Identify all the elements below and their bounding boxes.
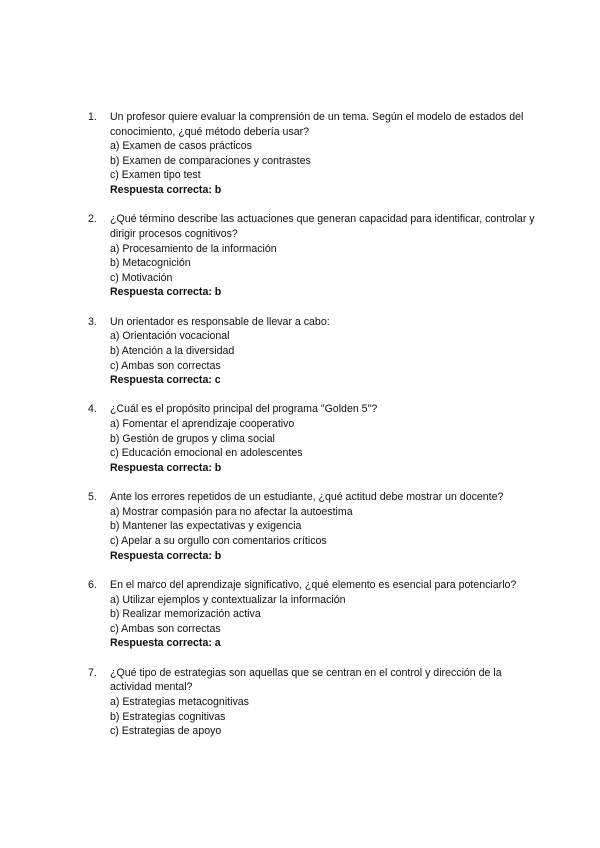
option-a: a) Procesamiento de la información (110, 242, 277, 255)
option-c: c) Ambas son correctas (110, 622, 221, 635)
option-c: c) Ambas son correctas (110, 359, 221, 372)
option-a: a) Orientación vocacional (110, 330, 230, 343)
option-b: b) Mantener las expectativas y exigencia (110, 520, 302, 533)
question-number: 2. (88, 213, 97, 226)
option-list (110, 417, 538, 461)
option-a: a) Estrategias metacognitivas (110, 695, 249, 708)
question-item (88, 315, 538, 388)
correct-answer: Respuesta correcta: b (110, 461, 222, 474)
question-text: Ante los errores repetidos de un estudiante, ¿qué actitud debe mostrar un docente? (110, 491, 504, 504)
option-b: b) Gestión de grupos y clima social (110, 432, 275, 445)
correct-answer: Respuesta correcta: b (110, 183, 222, 196)
option-a: a) Examen de casos prácticos (110, 140, 252, 153)
correct-answer: Respuesta correcta: b (110, 286, 222, 299)
option-b: b) Examen de comparaciones y contrastes (110, 154, 311, 167)
question-text: En el marco del aprendizaje significativo, ¿qué elemento es esencial para potenciarlo? (110, 579, 517, 592)
question-number: 3. (88, 315, 97, 328)
option-c: c) Apelar a su orgullo con comentarios críticos (110, 535, 327, 548)
option-c: c) Estrategias de apoyo (110, 725, 222, 738)
question-item (88, 110, 538, 198)
option-list (110, 695, 538, 739)
option-list (110, 505, 538, 549)
option-list (110, 593, 538, 637)
option-list (110, 329, 538, 373)
option-list (110, 242, 538, 286)
question-number: 6. (88, 579, 97, 592)
option-a: a) Fomentar el aprendizaje cooperativo (110, 418, 295, 431)
option-a: a) Mostrar compasión para no afectar la autoestima (110, 505, 353, 518)
question-item (88, 666, 538, 739)
option-list (110, 139, 538, 183)
correct-answer: Respuesta correcta: c (110, 374, 221, 387)
question-text: Un orientador es responsable de llevar a cabo: (110, 315, 330, 328)
option-b: b) Estrategias cognitivas (110, 710, 226, 723)
option-c: c) Motivación (110, 271, 173, 284)
question-item (88, 212, 538, 300)
option-b: b) Atención a la diversidad (110, 344, 235, 357)
question-number: 1. (88, 111, 97, 123)
question-text: ¿Qué tipo de estrategias son aquellas que se centran en el control y dirección de la actividad mental? (110, 666, 502, 694)
question-item (88, 490, 538, 563)
question-number: 5. (88, 491, 97, 504)
question-number: 4. (88, 403, 97, 416)
correct-answer: Respuesta correcta: b (110, 549, 222, 562)
question-number: 7. (88, 666, 97, 679)
question-text: Un profesor quiere evaluar la comprensión de un tema. Según el modelo de estados del conocimiento, ¿qué método debería usar? (110, 111, 524, 138)
option-c: c) Educación emocional en adolescentes (110, 447, 303, 460)
question-list (88, 110, 538, 754)
question-text: ¿Qué término describe las actuaciones que generan capacidad para identificar, controlar y dirigir procesos cognitivos? (110, 213, 535, 240)
option-a: a) Utilizar ejemplos y contextualizar la información (110, 593, 346, 606)
option-c: c) Examen tipo test (110, 169, 201, 182)
question-text: ¿Cuál es el propósito principal del programa "Golden 5"? (110, 403, 378, 416)
question-item (88, 578, 538, 651)
correct-answer: Respuesta correcta: a (110, 637, 221, 650)
option-b: b) Realizar memorización activa (110, 608, 261, 621)
question-item (88, 402, 538, 475)
option-b: b) Metacognición (110, 257, 191, 270)
